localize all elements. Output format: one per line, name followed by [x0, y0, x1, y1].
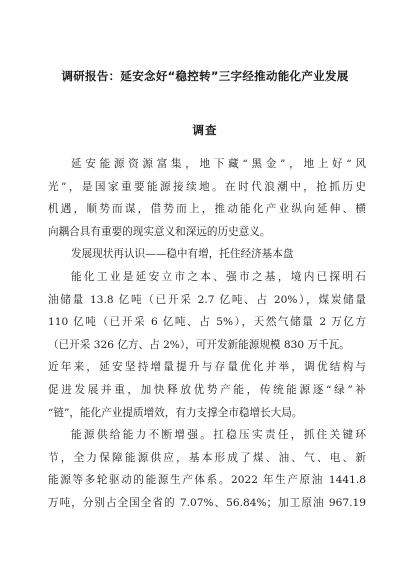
document-body [48, 153, 366, 515]
text-line: 能化工业是延安立市之本、强市之基，境内已探明石 [71, 270, 366, 283]
text-line: 近年来，延安坚持增量提升与存量优化并举，调优结构与 [48, 361, 366, 374]
text-line: 能源供给能力不断增强。扛稳压实责任，抓住关键环 [71, 429, 366, 442]
text-line: 促进发展并重，加快释放优势产能，传统能源逐“绿”补 [48, 383, 366, 396]
text-line: 发展现状再认识——稳中有增，托住经济基本盘 [71, 248, 294, 261]
section-heading [48, 243, 366, 266]
text-line: 机遇，顺势而谋，借势而上，推动能化产业纵向延伸、横 [48, 203, 366, 216]
document-title: 调研报告：延安念好“稳控转”三字经推动能化产业发展 [61, 69, 349, 83]
text-line: 光”，是国家重要能源接续地。在时代浪潮中，抢抓历史 [48, 180, 366, 193]
text-line: 万吨，分别占全国全省的 7.07%、56.84%；加工原油 967.19 [48, 496, 366, 509]
document-title-continuation: 调查 [192, 123, 218, 137]
paragraph-energy-supply [48, 424, 366, 514]
text-line: 延安能源资源富集，地下藏“黑金”，地上好“风 [71, 158, 366, 170]
text-line: 能源等多轮驱动的能源生产体系。2022 年生产原油 1441.8 [48, 474, 366, 487]
text-line: 向耦合具有重要的现实意义和深远的历史意义。 [48, 225, 271, 238]
paragraph-current-status [48, 266, 366, 424]
text-line: 油储量 13.8 亿吨（已开采 2.7 亿吨、占 20%），煤炭储量 [48, 293, 366, 306]
text-line: （已开采 326 亿方、占 2%），可开发新能源规模 830 万千瓦。 [48, 338, 350, 351]
text-line: “链”，能化产业提质增效，有力支撑全市稳增长大局。 [48, 406, 303, 419]
text-line: 节，全力保障能源供应，基本形成了煤、油、气、电、新 [48, 451, 366, 464]
text-line: 110 亿吨（已开采 6 亿吨、占 5%），天然气储量 2 万亿方 [48, 316, 366, 329]
paragraph-intro [48, 153, 366, 243]
